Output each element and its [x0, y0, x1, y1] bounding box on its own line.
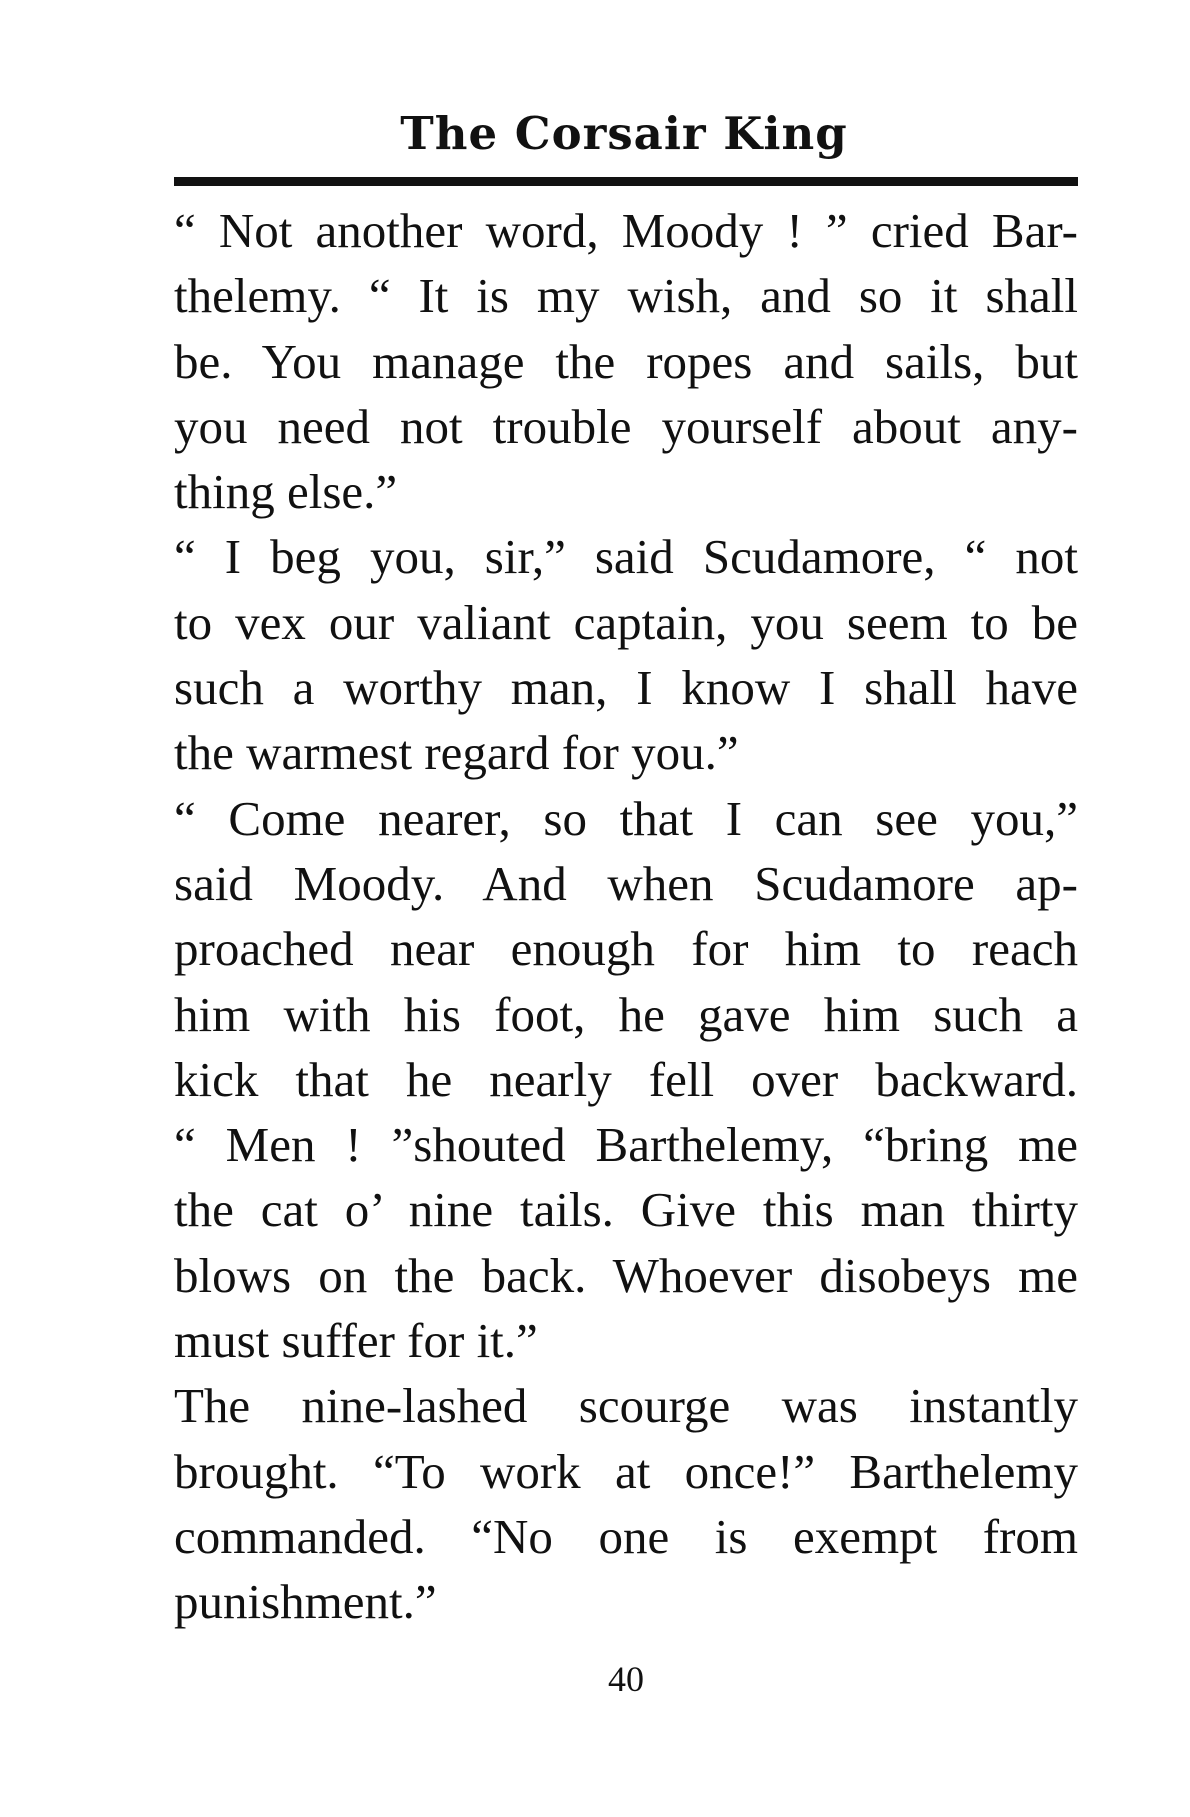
- text-line: him with his foot, he gave him such a: [174, 986, 1078, 1042]
- text-line: “ Come nearer, so that I can see you,”: [174, 790, 1078, 846]
- text-line: the warmest regard for you.”: [174, 725, 739, 781]
- text-line: blows on the back. Whoever disobeys me: [174, 1247, 1078, 1303]
- running-title: The Corsair King: [400, 107, 848, 160]
- page-number: 40: [608, 1659, 644, 1699]
- header-rule: [174, 177, 1078, 186]
- text-line: “ I beg you, sir,” said Scudamore, “ not: [174, 529, 1078, 585]
- text-line: “ Men ! ”shouted Barthelemy, “bring me: [174, 1117, 1078, 1173]
- text-line: punishment.”: [174, 1574, 437, 1630]
- text-line: thing else.”: [174, 464, 398, 520]
- text-line: kick that he nearly fell over backward.: [174, 1051, 1078, 1107]
- text-line: the cat o’ nine tails. Give this man thirty: [174, 1182, 1078, 1238]
- text-line: such a worthy man, I know I shall have: [174, 660, 1078, 716]
- text-line: be. You manage the ropes and sails, but: [174, 333, 1078, 389]
- text-line: thelemy. “ It is my wish, and so it shall: [174, 268, 1078, 324]
- text-line: you need not trouble yourself about any-: [174, 398, 1078, 454]
- text-line: proached near enough for him to reach: [174, 921, 1078, 977]
- body-text: [174, 198, 1078, 1635]
- text-line: to vex our valiant captain, you seem to be: [174, 594, 1078, 650]
- text-line: The nine-lashed scourge was instantly: [174, 1378, 1078, 1434]
- text-line: commanded. “No one is exempt from: [174, 1508, 1078, 1564]
- text-line: said Moody. And when Scudamore ap-: [174, 855, 1078, 911]
- text-line: brought. “To work at once!” Barthelemy: [174, 1443, 1078, 1499]
- text-line: must suffer for it.”: [174, 1313, 538, 1369]
- text-line: “ Not another word, Moody ! ” cried Bar-: [174, 203, 1078, 258]
